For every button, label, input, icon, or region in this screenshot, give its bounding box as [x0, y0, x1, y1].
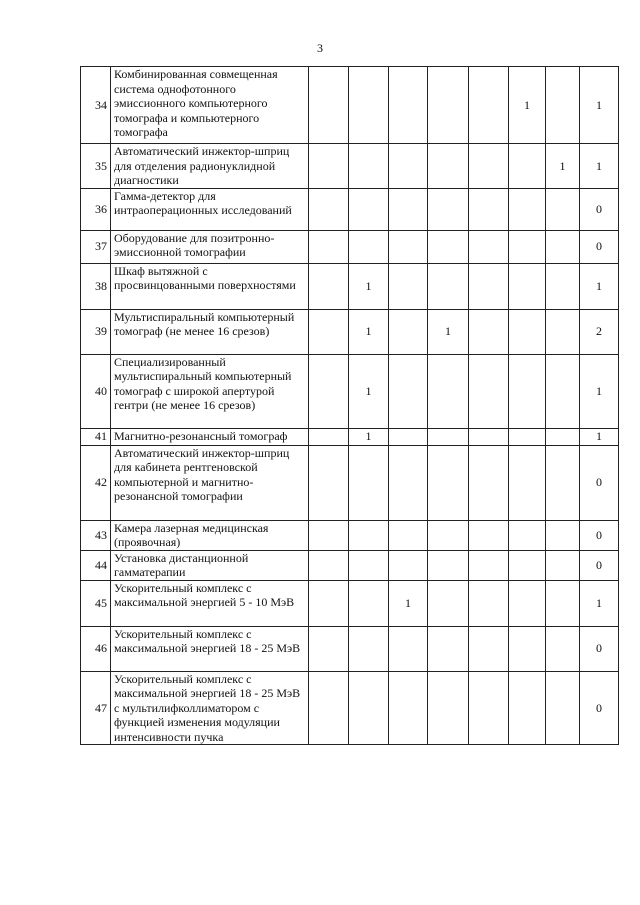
quantity-cell [509, 309, 546, 354]
quantity-cell [428, 550, 469, 580]
equipment-name: Ускорительный комплекс с максимальной энергией 5 - 10 МэВ [111, 580, 309, 626]
row-number: 37 [81, 230, 111, 263]
quantity-cell [309, 144, 349, 189]
equipment-name: Комбинированная совмещенная система однофотонного эмиссионного компьютерного томографа и компьютерного томографа [111, 67, 309, 144]
total-cell: 1 [580, 263, 619, 309]
quantity-cell [509, 144, 546, 189]
row-number: 35 [81, 144, 111, 189]
quantity-cell [349, 550, 389, 580]
quantity-cell: 1 [349, 428, 389, 445]
quantity-cell [428, 354, 469, 428]
quantity-cell [428, 671, 469, 745]
quantity-cell [509, 188, 546, 230]
quantity-cell [469, 671, 509, 745]
quantity-cell [428, 520, 469, 550]
total-cell: 1 [580, 580, 619, 626]
quantity-cell [509, 230, 546, 263]
total-cell: 1 [580, 67, 619, 144]
row-number: 42 [81, 445, 111, 520]
total-cell: 1 [580, 144, 619, 189]
quantity-cell [546, 309, 580, 354]
quantity-cell [389, 144, 428, 189]
quantity-cell [309, 428, 349, 445]
quantity-cell: 1 [428, 309, 469, 354]
table-row [81, 671, 619, 745]
equipment-name: Шкаф вытяжной с просвинцованными поверхностями [111, 263, 309, 309]
quantity-cell [309, 67, 349, 144]
total-cell: 0 [580, 445, 619, 520]
quantity-cell [428, 188, 469, 230]
quantity-cell [546, 520, 580, 550]
quantity-cell [546, 671, 580, 745]
quantity-cell [509, 445, 546, 520]
quantity-cell [349, 626, 389, 671]
quantity-cell [349, 445, 389, 520]
row-number: 41 [81, 428, 111, 445]
quantity-cell [469, 580, 509, 626]
quantity-cell [469, 144, 509, 189]
quantity-cell [389, 188, 428, 230]
quantity-cell [509, 671, 546, 745]
row-number: 40 [81, 354, 111, 428]
row-number: 34 [81, 67, 111, 144]
table-row [81, 144, 619, 189]
total-cell: 2 [580, 309, 619, 354]
quantity-cell [509, 626, 546, 671]
quantity-cell [349, 671, 389, 745]
table-row [81, 626, 619, 671]
quantity-cell [546, 263, 580, 309]
row-number: 47 [81, 671, 111, 745]
equipment-name: Ускорительный комплекс с максимальной энергией 18 - 25 МэВ [111, 626, 309, 671]
table-row [81, 67, 619, 144]
quantity-cell [309, 354, 349, 428]
quantity-cell [546, 550, 580, 580]
quantity-cell [389, 354, 428, 428]
quantity-cell [349, 67, 389, 144]
total-cell: 0 [580, 230, 619, 263]
row-number: 44 [81, 550, 111, 580]
quantity-cell [546, 428, 580, 445]
total-cell: 1 [580, 354, 619, 428]
table-row [81, 188, 619, 230]
equipment-table-body [81, 67, 619, 745]
quantity-cell [469, 309, 509, 354]
quantity-cell [389, 671, 428, 745]
table-row [81, 550, 619, 580]
equipment-name: Автоматический инжектор-шприц для отделения радионуклидной диагностики [111, 144, 309, 189]
quantity-cell [469, 428, 509, 445]
quantity-cell [428, 445, 469, 520]
quantity-cell [509, 580, 546, 626]
quantity-cell: 1 [349, 263, 389, 309]
equipment-name: Камера лазерная медицинская (проявочная) [111, 520, 309, 550]
table-row [81, 354, 619, 428]
quantity-cell [428, 428, 469, 445]
table-row [81, 580, 619, 626]
quantity-cell: 1 [509, 67, 546, 144]
row-number: 36 [81, 188, 111, 230]
quantity-cell [546, 188, 580, 230]
quantity-cell: 1 [389, 580, 428, 626]
row-number: 39 [81, 309, 111, 354]
quantity-cell [309, 550, 349, 580]
quantity-cell [428, 230, 469, 263]
quantity-cell [309, 626, 349, 671]
total-cell: 0 [580, 550, 619, 580]
table-row [81, 428, 619, 445]
quantity-cell [428, 580, 469, 626]
quantity-cell [428, 67, 469, 144]
quantity-cell [509, 263, 546, 309]
quantity-cell [389, 230, 428, 263]
quantity-cell [546, 67, 580, 144]
quantity-cell [349, 520, 389, 550]
quantity-cell [309, 263, 349, 309]
total-cell: 0 [580, 671, 619, 745]
equipment-table [80, 66, 619, 745]
quantity-cell [546, 445, 580, 520]
quantity-cell [389, 263, 428, 309]
quantity-cell [428, 263, 469, 309]
quantity-cell [469, 188, 509, 230]
equipment-name: Оборудование для позитронно-эмиссионной томографии [111, 230, 309, 263]
quantity-cell [546, 626, 580, 671]
quantity-cell [509, 354, 546, 428]
quantity-cell [509, 520, 546, 550]
total-cell: 0 [580, 188, 619, 230]
quantity-cell [349, 580, 389, 626]
quantity-cell [309, 671, 349, 745]
quantity-cell [428, 626, 469, 671]
table-row [81, 309, 619, 354]
equipment-name: Мультиспиральный компьютерный томограф (не менее 16 срезов) [111, 309, 309, 354]
quantity-cell [309, 309, 349, 354]
quantity-cell [428, 144, 469, 189]
quantity-cell [469, 67, 509, 144]
equipment-name: Установка дистанционной гамматерапии [111, 550, 309, 580]
equipment-name: Автоматический инжектор-шприц для кабинета рентгеновской компьютерной и магнитно-резонансной томографии [111, 445, 309, 520]
equipment-name: Ускорительный комплекс с максимальной энергией 18 - 25 МэВ с мультилифколлиматором с функцией изменения модуляции интенсивности пучка [111, 671, 309, 745]
quantity-cell [469, 626, 509, 671]
quantity-cell [389, 445, 428, 520]
quantity-cell [469, 550, 509, 580]
quantity-cell [546, 230, 580, 263]
quantity-cell: 1 [349, 309, 389, 354]
quantity-cell [349, 230, 389, 263]
quantity-cell [389, 309, 428, 354]
quantity-cell [389, 67, 428, 144]
equipment-name: Гамма-детектор для интраоперационных исследований [111, 188, 309, 230]
table-row [81, 263, 619, 309]
quantity-cell [546, 580, 580, 626]
quantity-cell [389, 428, 428, 445]
quantity-cell [469, 263, 509, 309]
quantity-cell [469, 354, 509, 428]
quantity-cell [509, 550, 546, 580]
quantity-cell: 1 [349, 354, 389, 428]
quantity-cell [389, 626, 428, 671]
table-row [81, 230, 619, 263]
row-number: 43 [81, 520, 111, 550]
quantity-cell [469, 445, 509, 520]
quantity-cell [349, 188, 389, 230]
quantity-cell [349, 144, 389, 189]
quantity-cell [309, 188, 349, 230]
total-cell: 1 [580, 428, 619, 445]
quantity-cell [389, 550, 428, 580]
quantity-cell [469, 520, 509, 550]
quantity-cell [546, 354, 580, 428]
row-number: 45 [81, 580, 111, 626]
equipment-name: Магнитно-резонансный томограф [111, 428, 309, 445]
row-number: 38 [81, 263, 111, 309]
table-row [81, 520, 619, 550]
quantity-cell [309, 445, 349, 520]
table-row [81, 445, 619, 520]
quantity-cell: 1 [546, 144, 580, 189]
quantity-cell [309, 230, 349, 263]
total-cell: 0 [580, 626, 619, 671]
quantity-cell [309, 520, 349, 550]
total-cell: 0 [580, 520, 619, 550]
quantity-cell [309, 580, 349, 626]
quantity-cell [389, 520, 428, 550]
quantity-cell [469, 230, 509, 263]
quantity-cell [509, 428, 546, 445]
equipment-name: Специализированный мультиспиральный компьютерный томограф с широкой апертурой гентри (не менее 16 срезов) [111, 354, 309, 428]
row-number: 46 [81, 626, 111, 671]
page-number: 3 [317, 41, 323, 55]
